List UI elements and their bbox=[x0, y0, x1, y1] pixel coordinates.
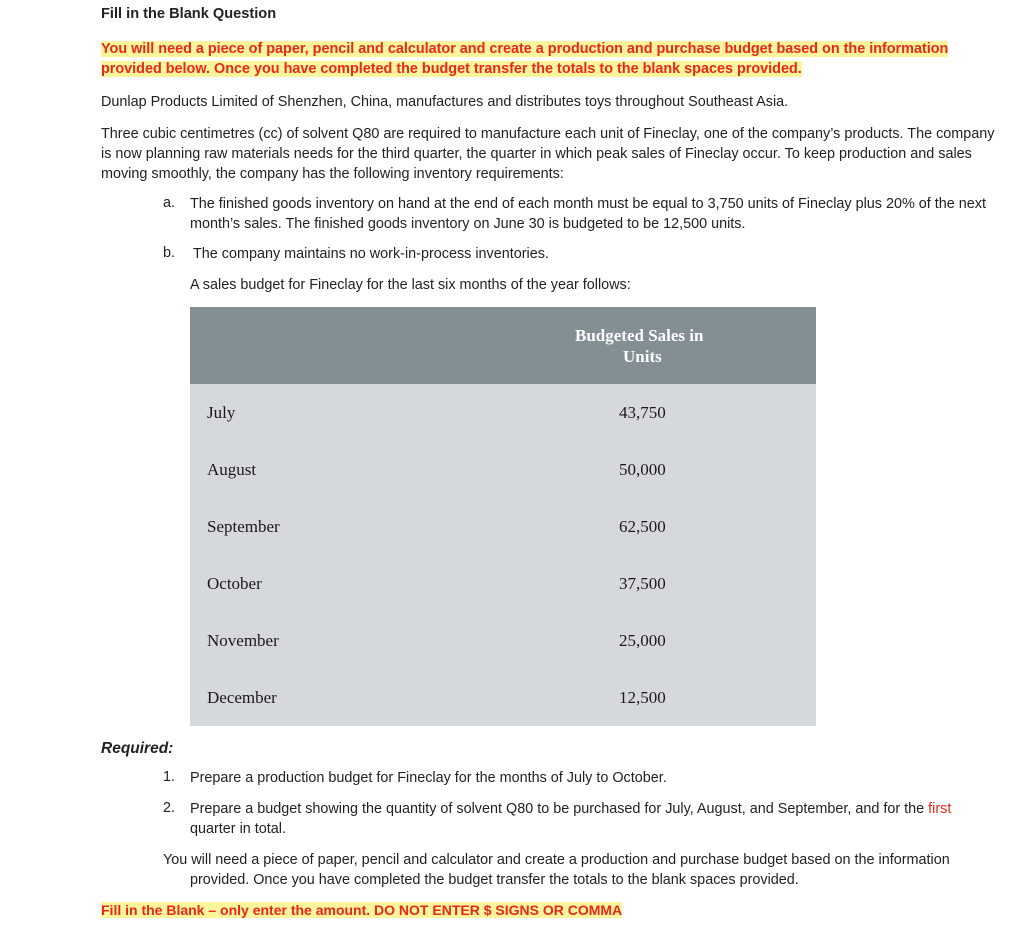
table-header-blank bbox=[190, 307, 497, 384]
month-cell: December bbox=[190, 669, 497, 726]
requirement-a-marker: a. bbox=[163, 195, 176, 211]
table-row bbox=[190, 384, 816, 441]
units-cell: 37,500 bbox=[497, 555, 816, 612]
instruction-warning-text: You will need a piece of paper, pencil and calculator and create a production and purchase budget based on the information provided below. Once you have completed the budget transfer the totals to the blank spaces provided. bbox=[101, 41, 949, 77]
units-cell: 50,000 bbox=[497, 441, 816, 498]
required-2-highlight: first bbox=[928, 801, 952, 817]
units-cell: 25,000 bbox=[497, 612, 816, 669]
description-paragraph: Three cubic centimetres (cc) of solvent Q80 are required to manufacture each unit of Fineclay, one of the company’s products. The company is now planning raw materials needs for the third quarter, the quarter in which peak sales of Fineclay occur. To keep production and sales moving smoothly, the company has the following inventory requirements: bbox=[101, 126, 995, 182]
month-cell: August bbox=[190, 441, 497, 498]
page-title: Fill in the Blank Question bbox=[101, 6, 277, 22]
header-line-1: Budgeted Sales in bbox=[575, 325, 704, 345]
header-line-2: Units bbox=[623, 346, 662, 366]
closing-line-1: You will need a piece of paper, pencil and calculator and create a production and purchase budget based on the information bbox=[163, 852, 950, 868]
month-cell: July bbox=[190, 384, 497, 441]
month-cell: September bbox=[190, 498, 497, 555]
required-2-marker: 2. bbox=[163, 800, 176, 816]
table-row bbox=[190, 669, 816, 726]
units-cell: 62,500 bbox=[497, 498, 816, 555]
required-1-text: Prepare a production budget for Fineclay for the months of July to October. bbox=[190, 770, 667, 786]
fill-in-note-text: Fill in the Blank – only enter the amount. DO NOT ENTER $ SIGNS OR COMMA bbox=[101, 902, 623, 918]
month-cell: November bbox=[190, 612, 497, 669]
sales-intro: A sales budget for Fineclay for the last six months of the year follows: bbox=[190, 277, 631, 293]
required-2-text bbox=[190, 799, 990, 839]
fill-in-note bbox=[101, 902, 622, 918]
table-header-budgeted-sales bbox=[497, 307, 816, 384]
table-row bbox=[190, 555, 816, 612]
requirement-a-text: The finished goods inventory on hand at the end of each month must be equal to 3,750 units of Fineclay plus 20% of the next month’s sales. The finished goods inventory on June 30 is budgeted to be 12,500 units. bbox=[190, 196, 987, 232]
requirement-b-marker: b. bbox=[163, 245, 176, 261]
closing-paragraph bbox=[163, 850, 1003, 890]
units-cell: 43,750 bbox=[497, 384, 816, 441]
instruction-warning bbox=[101, 39, 981, 79]
sales-budget-table bbox=[190, 307, 816, 726]
required-2-text-before: Prepare a budget showing the quantity of solvent Q80 to be purchased for July, August, and September, and for the bbox=[190, 801, 925, 817]
month-cell: October bbox=[190, 555, 497, 612]
units-cell: 12,500 bbox=[497, 669, 816, 726]
required-2-text-after: quarter in total. bbox=[190, 821, 286, 837]
required-label: Required: bbox=[101, 740, 174, 757]
intro-paragraph: Dunlap Products Limited of Shenzhen, China, manufactures and distributes toys throughout Southeast Asia. bbox=[101, 94, 789, 110]
closing-line-2: provided. Once you have completed the budget transfer the totals to the blank spaces provided. bbox=[190, 872, 799, 888]
table-row bbox=[190, 498, 816, 555]
table-row bbox=[190, 441, 816, 498]
table-header-row bbox=[190, 307, 816, 384]
required-1-marker: 1. bbox=[163, 769, 176, 785]
requirement-b-text: The company maintains no work-in-process inventories. bbox=[193, 246, 549, 262]
table-row bbox=[190, 612, 816, 669]
